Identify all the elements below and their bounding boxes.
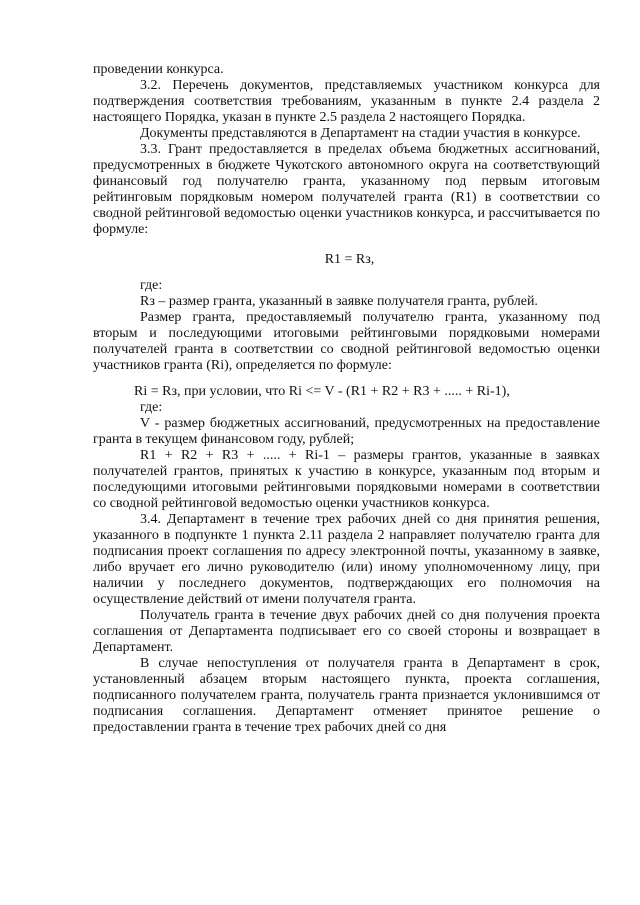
paragraph-continuation: проведении конкурса. — [93, 62, 224, 77]
paragraph-recipient-signs: Получатель гранта в течение двух рабочих дней со дня получения проекта соглашения от Департамента подписывает его со своей стороны и возвращает в Департамент. — [93, 608, 600, 655]
paragraph-documents: Документы представляются в Департамент на стадии участия в конкурсе. — [140, 126, 581, 141]
paragraph-3-3: 3.3. Грант предоставляется в пределах объема бюджетных ассигнований, предусмотренных в бюджете Чукотского автономного округа на соответствующий финансовый год получателю гранта, указанному под первым итоговым рейтинговым порядковым номером получателей гранта (R1) в соответствии со сводной рейтинговой ведомостью оценки участников конкурса, и рассчитывается по формуле: — [93, 142, 600, 237]
paragraph-non-receipt: В случае непоступления от получателя гранта в Департамент в срок, установленный абзацем вторым настоящего пункта, проекта соглашения, подписанного получателем гранта, получатель гранта признается уклонившимся от подписания соглашения. Департамент отменяет принятое решение о предоставлении гранта в течение трех рабочих дней со дня — [93, 656, 600, 735]
paragraph-3-4: 3.4. Департамент в течение трех рабочих дней со дня принятия решения, указанного в подпункте 1 пункта 2.11 раздела 2 направляет получателю гранта для подписания проект соглашения по адресу электронной почты, указанному в заявке, либо вручает его лично руководителю (или) иному уполномоченному лицу, при наличии у последнего документов, подтверждающих его полномочия на осуществление действий от имени получателя гранта. — [93, 512, 600, 607]
definition-rz: Rз – размер гранта, указанный в заявке получателя гранта, рублей. — [140, 294, 538, 309]
paragraph-grant-size: Размер гранта, предоставляемый получателю гранта, указанному под вторым и последующими итоговыми рейтинговыми порядковыми номерами получателей гранта в соответствии со сводной рейтинговой ведомостью оценки участников гранта (Ri), определяется по формуле: — [93, 310, 600, 373]
formula-r1: R1 = Rз, — [324, 252, 375, 267]
where-label-2: где: — [140, 400, 163, 415]
definition-r-sum: R1 + R2 + R3 + ..... + Ri-1 – размеры грантов, указанные в заявках получателей грантов, принятых к участию в конкурсе, указанным под вторым и последующими итоговыми рейтинговыми порядковыми номерами в соответствии со сводной рейтинговой ведомостью оценки участников конкурса. — [93, 448, 600, 511]
paragraph-3-2: 3.2. Перечень документов, представляемых участником конкурса для подтверждения соответствия требованиям, указанным в пункте 2.4 раздела 2 настоящего Порядка, указан в пункте 2.5 раздела 2 настоящего Порядка. — [93, 78, 600, 125]
definition-v: V - размер бюджетных ассигнований, предусмотренных на предоставление гранта в текущем финансовом году, рублей; — [93, 416, 600, 447]
where-label-1: где: — [140, 278, 163, 293]
formula-ri: Ri = Rз, при условии, что Ri <= V - (R1 + R2 + R3 + ..... + Ri-1), — [134, 384, 510, 399]
document-body — [93, 62, 600, 736]
